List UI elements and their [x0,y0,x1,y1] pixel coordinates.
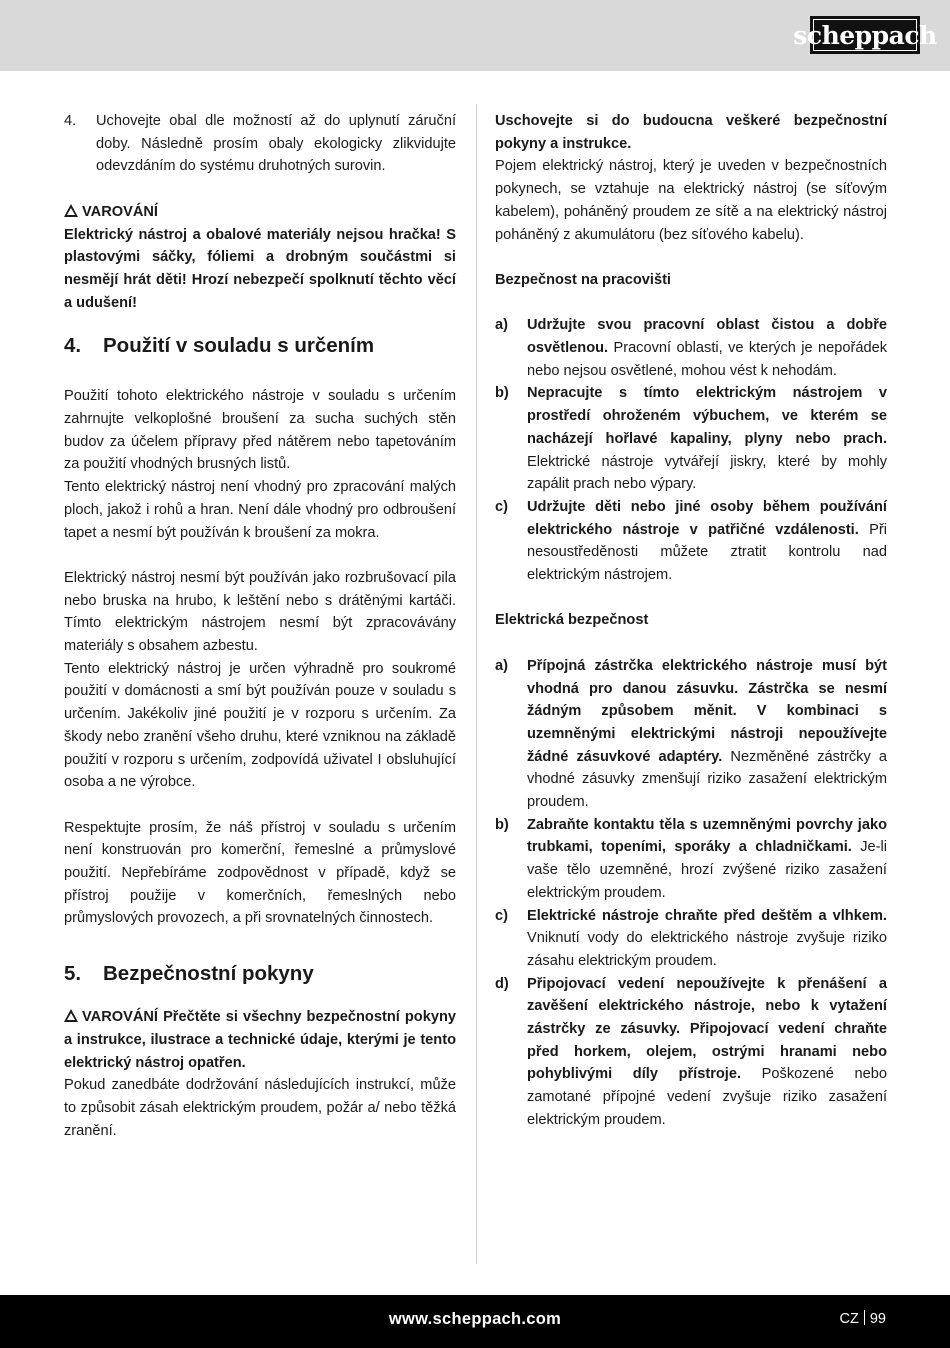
item-number: 4. [64,113,77,129]
list-item [495,314,887,382]
warning-text: Elektrický nástroj a obalové materiály nejsou hračka! S plastovými sáčky, fóliemi a drobným součástmi si nesmějí hrát děti! Hrozí nebezpečí spolknutí těchto věcí a udušení! [64,226,456,311]
item-label: b) [495,816,509,833]
section-5-heading: 5. Bezpečnostní pokyny [64,962,314,986]
list-item [64,110,456,178]
paragraph: Použití tohoto elektrického nástroje v souladu s určením zahrnujte velkoplošné broušení za sucha suchých stěn budov za účelem přípravy před nátěrem nebo tapetováním za použití vhodných brusných listů. [64,388,456,473]
header-bar [0,0,950,71]
paragraph: Elektrický nástroj nesmí být používán jako rozbrušovací pila nebo bruska na hrubo, k leštění nebo s drátěnými kartáči. Tímto elektrickým nástrojem nesmí být zpracovávány materiály s obsahem azbestu. [64,569,456,655]
warning-heading: VAROVÁNÍ [64,201,456,224]
paragraph: Pokud zanedbáte dodržování následujících instrukcí, může to způsobit zásah elektrickým proudem, požár a/ nebo těžká zranění. [64,1077,456,1139]
list-item [495,496,887,587]
warning-paragraph: VAROVÁNÍ Přečtěte si všechny bezpečnostní pokyny a instrukce, ilustrace a technické údaje, kterými je tento elektrický nástroj opatřen. [64,1009,456,1071]
item-text: Elektrické nástroje chraňte před deštěm a vlhkem. Vniknutí vody do elektrického nástroje zvyšuje riziko zásahu elektrickým proudem. [527,907,887,969]
item-label: c) [495,907,508,924]
electrical-heading: Elektrická bezpečnost [495,612,649,629]
paragraph: Pojem elektrický nástroj, který je uveden v bezpečnostních pokynech, se vztahuje na elektrický nástroj (se síťovým kabelem), poháněný proudem ze sítě a na elektrický nástroj poháněný z akumulátoru (bez síťového kabelu). [495,158,887,243]
item-label: a) [495,317,508,334]
workplace-list [495,314,887,586]
list-item [495,382,887,496]
warning-icon [64,204,78,217]
item-label: c) [495,498,508,515]
item-text: Přípojná zástrčka elektrického nástroje musí být vhodná pro danou zásuvku. Zástrčka se nesmí žádným způsobem měnit. V kombinaci s uzemněnými elektrickými nástroji nepoužívejte žádné zásuvkové adaptéry. Nezměněné zástrčky a vhodné zásuvky zmenšují riziko zasažení elektrickým proudem. [527,657,887,811]
section-4-heading: 4. Použití v souladu s určením [64,334,375,358]
item-text: Připojovací vedení nepoužívejte k přenášení a zavěšení elektrického nástroje, nebo k vytažení zástrčky ze zásuvky. Připojovací vedení chraňte před horkem, olejem, ostrými hranami nebo pohyblivými díly přístroje. Poškozené nebo zamotané přípojné vedení zvyšuje riziko zasažení elektrickým proudem. [527,975,887,1128]
page-indicator [840,1310,886,1327]
list-item [495,973,887,1132]
page-number: 99 [869,1311,886,1327]
right-column [495,110,887,1132]
paragraph: Tento elektrický nástroj je určen výhradně pro soukromé použití v domácnosti a smí být používán pouze v souladu s určením. Jakékoliv jiné použití je v rozporu s určením. Za škody nebo zranění všeho druhu, které vzniknou na základě použití v rozporu s určením, zodpovídá uživatel I obsluhující osoba a ne výrobce. [64,660,456,791]
footer-bar [0,1295,950,1348]
workplace-heading: Bezpečnost na pracovišti [495,271,671,288]
electrical-list [495,655,887,1132]
item-text: Nepracujte s tímto elektrickým nástrojem v prostředí ohroženém výbuchem, ve kterém se nacházejí hořlavé kapaliny, plyny nebo prach. Elektrické nástroje vytvářejí jiskry, které by mohly zapálit prach nebo výpary. [527,385,887,493]
paragraph: Respektujte prosím, že náš přístroj v souladu s určením není konstruován pro komerční, řemeslné a průmyslové použití. Nepřebíráme zodpovědnost v případě, když se přístroj použije v komerčních, řemeslných nebo průmyslových provozech, a při srovnatelných činnostech. [64,819,456,927]
scheppach-logo: scheppach [810,16,920,54]
item-label: b) [495,385,509,402]
list-item [495,655,887,814]
warning-icon [64,1009,78,1022]
column-divider [476,104,477,1264]
keep-instructions: Uschovejte si do budoucna veškeré bezpečnostní pokyny a instrukce. [495,113,887,152]
item-label: a) [495,657,508,674]
item-text: Uchovejte obal dle možností až do uplynutí záruční doby. Následně prosím obaly ekologicky zlikvidujte odevzdáním do systému druhotných surovin. [96,113,456,175]
item-text: Zabraňte kontaktu těla s uzemněnými povrchy jako trubkami, topeními, sporáky a chladničkami. Je-li vaše tělo uzemněné, hrozí zvýšené riziko zasažení elektrickým proudem. [527,816,888,901]
paragraph: Tento elektrický nástroj není vhodný pro zpracování malých ploch, jakož i rohů a hran. Není dále vhodný pro odbroušení tapet a nesmí být používán k broušení za mokra. [64,479,456,541]
list-item [495,814,887,905]
item-text: Udržujte děti nebo jiné osoby během používání elektrického nástroje v patřičné vzdálenosti. Při nesoustředěnosti můžete ztratit kontrolu nad elektrickým nástrojem. [527,498,887,584]
website-url: www.scheppach.com [388,1310,562,1328]
left-column [64,110,456,1142]
list-item [495,905,887,973]
item-text: Udržujte svou pracovní oblast čistou a dobře osvětlenou. Pracovní oblasti, ve kterých je nepořádek nebo nejsou osvětlené, mohou vést k nehodám. [527,317,887,379]
language-code: CZ [839,1311,859,1327]
item-label: d) [495,975,509,992]
